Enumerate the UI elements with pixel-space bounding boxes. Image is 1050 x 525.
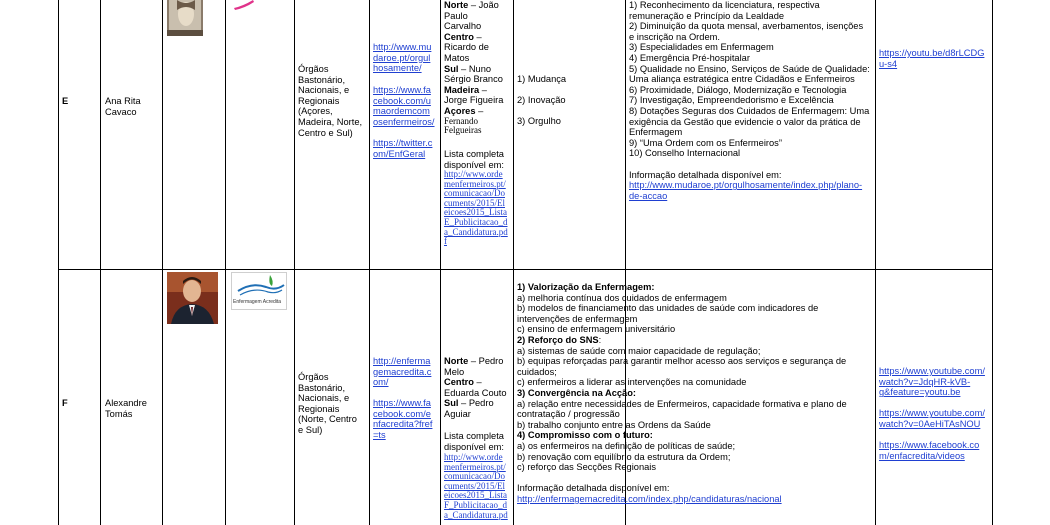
row-f-list-intro: Lista completa disponível em:	[444, 431, 504, 452]
row-f-program: 1) Valorização da Enfermagem: a) melhoria contínua dos cuidados de enfermagem b) modelos de financiamento das unidades de saúde com indicadores de intervenções de enfermagem c) ensino de enfermagem universitário 2) Reforço do SNS: a) sistemas de saúde com maior capacidade de regulação; b) equipas reforçadas para garantir melhor acesso aos serviços e segurança de cuidados; c) enfermeiros a liderar as intervenções na comunidade 3) Convergência na Acção: a) relação entre necessidades de Enfermeiros, capacidade formativa e plano de contratação / progressão b) trabalho conjunto entre as Ordens da Saúde 4) Compromisso com o futuro: a) os enfermeiros na definição de políticas de saúde; b) renovação com equilíbrio da estrutura da Ordem; c) reforço das Secções Regionais Informação detalhada disponível em: http://enfermagemacredita.com/index.php/candidaturas/nacional	[517, 282, 873, 504]
row-e-plan-link[interactable]: http://www.mudaroe.pt/orgulhosamente/index.php/plano- de-accao	[629, 180, 863, 201]
row-e-regional-candidates: Norte – João Paulo Carvalho Centro – Ricardo de Matos Sul – Nuno Sérgio Branco Madeira – Jorge Figueira Açores – Fernando Felgueiras	[444, 0, 504, 136]
col-border	[992, 0, 993, 525]
row-f-facebook-link[interactable]: https://www.fa cebook.com/e nfacredita?fref =ts	[373, 398, 433, 440]
col-border	[100, 0, 101, 525]
col-border	[369, 0, 370, 525]
row-f-organs: Órgãos Bastonário, Nacionais, e Regionais (Norte, Centro e Sul)	[298, 372, 357, 435]
row-e-candidate-photo	[167, 0, 203, 36]
row-f-campaign-logo	[231, 272, 287, 310]
row-e-twitter-link[interactable]: https://twitter.c om/EnfGeral	[373, 138, 433, 159]
col-border	[58, 0, 59, 525]
row-e-campaign-logo	[233, 0, 255, 10]
youtube-link-1[interactable]: https://www.youtube.com/ watch?v=JdqHR-kVB- g&feature=youtu.be	[879, 366, 985, 398]
row-e-facebook-link[interactable]: https://www.fa cebook.com/u maordemcom osenfermeiros/	[373, 85, 435, 127]
row-f-list-pdf-link[interactable]: http://www.orde menfermeiros.pt/ comunicacao/Do cuments/2015/El eicoes2015_Lista F_Publicitacao_d a_Candidatura.pd	[444, 452, 508, 520]
logo-wordmark: Enfermagem Acredita	[233, 299, 282, 305]
col-border	[294, 0, 295, 525]
row-f-video-links	[879, 366, 985, 461]
row-f-regional-candidates: Norte – Pedro Melo Centro – Eduarda Couto Sul – Pedro Aguiar	[444, 356, 507, 419]
row-f-website-link[interactable]: http://enferma gemacredita.c om/	[373, 356, 432, 388]
row-divider	[58, 269, 992, 270]
row-e-video-link[interactable]: https://youtu.be/d8rLCDG u-s4	[879, 48, 985, 69]
row-e-website-link[interactable]: http://www.mu daroe.pt/orgul hosamente/	[373, 42, 432, 74]
row-e-list-pdf-link[interactable]: http://www.orde menfermeiros.pt/ comunicacao/Do cuments/2015/El eicoes2015_Lista E_Publicitacao_d a_Candidatura.pd f	[444, 169, 508, 247]
col-border	[875, 0, 876, 525]
row-e-letter: E	[62, 96, 69, 106]
col-border	[162, 0, 163, 525]
row-f-letter: F	[62, 398, 68, 408]
col-border	[513, 0, 514, 525]
row-e-organs: Órgãos Bastonário, Nacionais, e Regionais (Açores, Madeira, Norte, Centro e Sul)	[298, 64, 363, 138]
row-f-candidatura-link[interactable]: http://enfermagemacredita.com/index.php/candidaturas/nacional	[517, 493, 782, 504]
row-e-list-intro: Lista completa disponível em:	[444, 149, 504, 170]
row-f-candidate-name: Alexandre Tomás	[105, 398, 147, 419]
row-e-program: 1) Reconhecimento da licenciatura, respectiva remuneração e Princípio da Lealdade 2) Diminuição da quota mensal, averbamentos, isenções e inscrição na Ordem. 3) Especialidades em Enfermagem 4) Emergência Pré-hospitalar 5) Qualidade no Ensino, Serviços de Saúde de Qualidade: Uma aliança estratégica entre Cidadãos e Enfermeiros 6) Proximidade, Diálogo, Modernização e Tecnologia 7) Investigação, Empreendedorismo e Excelência 8) Dotações Seguras dos Cuidados de Enfermagem: Uma exigência da Gestão que evidencie o valor da prática de Enfermagem 9) “Uma Ordem com os Enfermeiros” 10) Conselho Internacional Informação detalhada disponível em: http://www.mudaroe.pt/orgulhosamente/index.php/plano- de-accao	[629, 0, 873, 201]
youtube-link-2[interactable]: https://www.youtube.com/ watch?v=0AeHiTAsNOU	[879, 408, 985, 429]
facebook-videos-link[interactable]: https://www.facebook.co m/enfacredita/videos	[879, 440, 980, 461]
row-f-candidate-photo	[167, 272, 218, 324]
col-border	[225, 0, 226, 525]
row-e-candidate-name: Ana Rita Cavaco	[105, 96, 141, 117]
col-border	[440, 0, 441, 525]
row-e-values: 1) Mudança 2) Inovação 3) Orgulho	[517, 74, 567, 127]
